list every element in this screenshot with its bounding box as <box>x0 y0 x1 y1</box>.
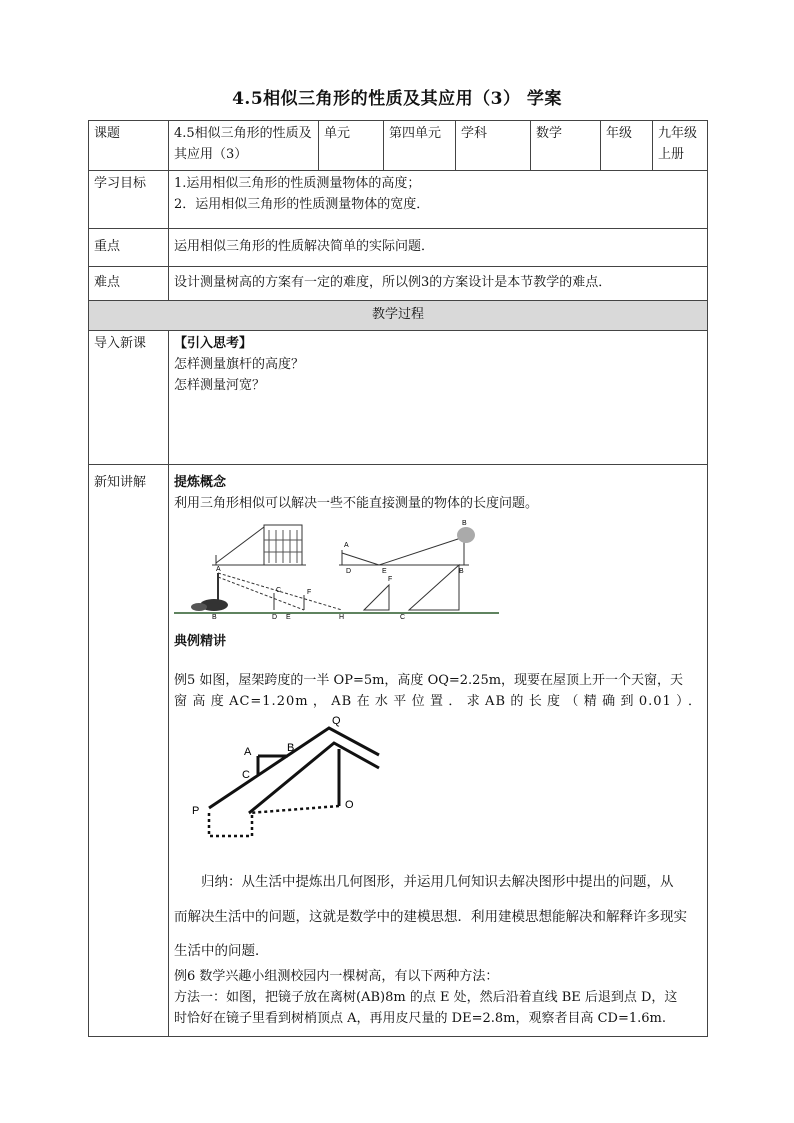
concept-text: 利用三角形相似可以解决一些不能直接测量的物体的长度问题。 <box>174 495 539 511</box>
thumb-label: A <box>344 541 349 549</box>
topic-value: 4.5相似三角形的性质及其应用（3） <box>169 121 319 171</box>
thumb-label: C <box>276 586 282 594</box>
header-row <box>89 121 708 171</box>
intro-question: 怎样测量河宽？ <box>174 377 266 393</box>
topic-label: 课题 <box>89 121 169 171</box>
thumb-label: H <box>339 613 345 621</box>
difficulty-text: 设计测量树高的方案有一定的难度，所以例3的方案设计是本节教学的难点． <box>169 267 708 301</box>
example6-line2: 方法一：如图，把镜子放在离树(AB)8m 的点 E 处，然后沿着直线 BE 后退到点 D，这 <box>174 989 678 1005</box>
new-knowledge-label: 新知讲解 <box>89 465 169 1037</box>
summary-line2: 而解决生活中的问题，这就是数学中的建模思想．利用建模思想能解决和解释许多现实 <box>174 908 687 925</box>
thumb-label: E <box>286 613 291 621</box>
thumb-label: B <box>459 567 464 575</box>
thumb-label: B <box>212 613 217 621</box>
building-figure <box>212 525 306 565</box>
grade-label: 年级 <box>601 121 653 171</box>
intro-label: 导入新课 <box>89 331 169 465</box>
thumb-label: F <box>307 588 312 596</box>
process-header-row <box>89 301 708 331</box>
dotted-base <box>209 813 252 836</box>
thumb-label: C <box>400 613 406 621</box>
thumb-label: F <box>388 575 393 583</box>
label-c: C <box>242 768 250 781</box>
thumb-label: A <box>216 565 221 573</box>
label-b: B <box>287 741 295 754</box>
span-line <box>249 806 339 813</box>
concept-heading: 提炼概念 <box>174 475 227 490</box>
goal-item: 2．运用相似三角形的性质测量物体的宽度． <box>174 196 430 212</box>
intro-question: 怎样测量旗杆的高度？ <box>174 356 305 372</box>
measurement-thumbnails <box>174 515 504 623</box>
new-knowledge-row <box>89 465 708 1037</box>
goal-item: 1.运用相似三角形的性质测量物体的高度； <box>174 176 421 191</box>
roof-bottom-edge <box>249 743 379 813</box>
intro-content <box>169 331 708 465</box>
goals-label: 学习目标 <box>89 171 169 229</box>
label-p: P <box>192 804 200 817</box>
unit-value: 第四单元 <box>384 121 456 171</box>
key-point-text: 运用相似三角形的性质解决简单的实际问题． <box>169 229 708 267</box>
mirror-figure <box>339 520 475 575</box>
grade-value: 九年级上册 <box>653 121 708 171</box>
examples-heading: 典例精讲 <box>174 634 227 650</box>
subject-value: 数学 <box>531 121 601 171</box>
key-point-row <box>89 229 708 267</box>
goals-content <box>169 171 708 229</box>
intro-row <box>89 331 708 465</box>
difficulty-label: 难点 <box>89 267 169 301</box>
thumb-label: D <box>272 613 278 621</box>
intro-heading: 【引入思考】 <box>174 336 253 351</box>
lesson-table <box>88 120 708 1037</box>
page-title: 4.5相似三角形的性质及其应用（3） 学案 <box>232 89 562 109</box>
key-point-label: 重点 <box>89 229 169 267</box>
example6-line3: 时恰好在镜子里看到树梢顶点 A，再用皮尺量的 DE=2.8m，观察者目高 CD=1.6m. <box>174 1010 666 1026</box>
label-o: O <box>345 798 354 811</box>
example6-line1: 例6 数学兴趣小组测校园内一棵树高，有以下两种方法： <box>174 969 499 985</box>
thumb-label: B <box>462 519 467 527</box>
unit-label: 单元 <box>319 121 384 171</box>
goals-row <box>89 171 708 229</box>
example5-line2: 窗高度AC=1.20m，AB在水平位置．求AB的长度（精确到0.01）． <box>174 693 702 709</box>
subject-label: 学科 <box>456 121 531 171</box>
thumb-label: E <box>382 567 387 575</box>
example5-line1: 例5 如图，屋架跨度的一半 OP=5m，高度 OQ=2.25m，现要在屋顶上开一个天窗，天 <box>174 673 684 689</box>
label-a: A <box>244 745 252 758</box>
roof-figure <box>174 713 394 843</box>
summary-line3: 生活中的问题． <box>174 942 269 959</box>
process-header: 教学过程 <box>89 301 708 331</box>
roof-top-edge <box>209 728 379 808</box>
thumb-label: D <box>346 567 352 575</box>
new-knowledge-content <box>169 465 708 1037</box>
summary-line1: 归纳：从生活中提炼出几何图形，并运用几何知识去解决图形中提出的问题，从 <box>201 873 674 890</box>
label-q: Q <box>332 714 341 727</box>
difficulty-row <box>89 267 708 301</box>
